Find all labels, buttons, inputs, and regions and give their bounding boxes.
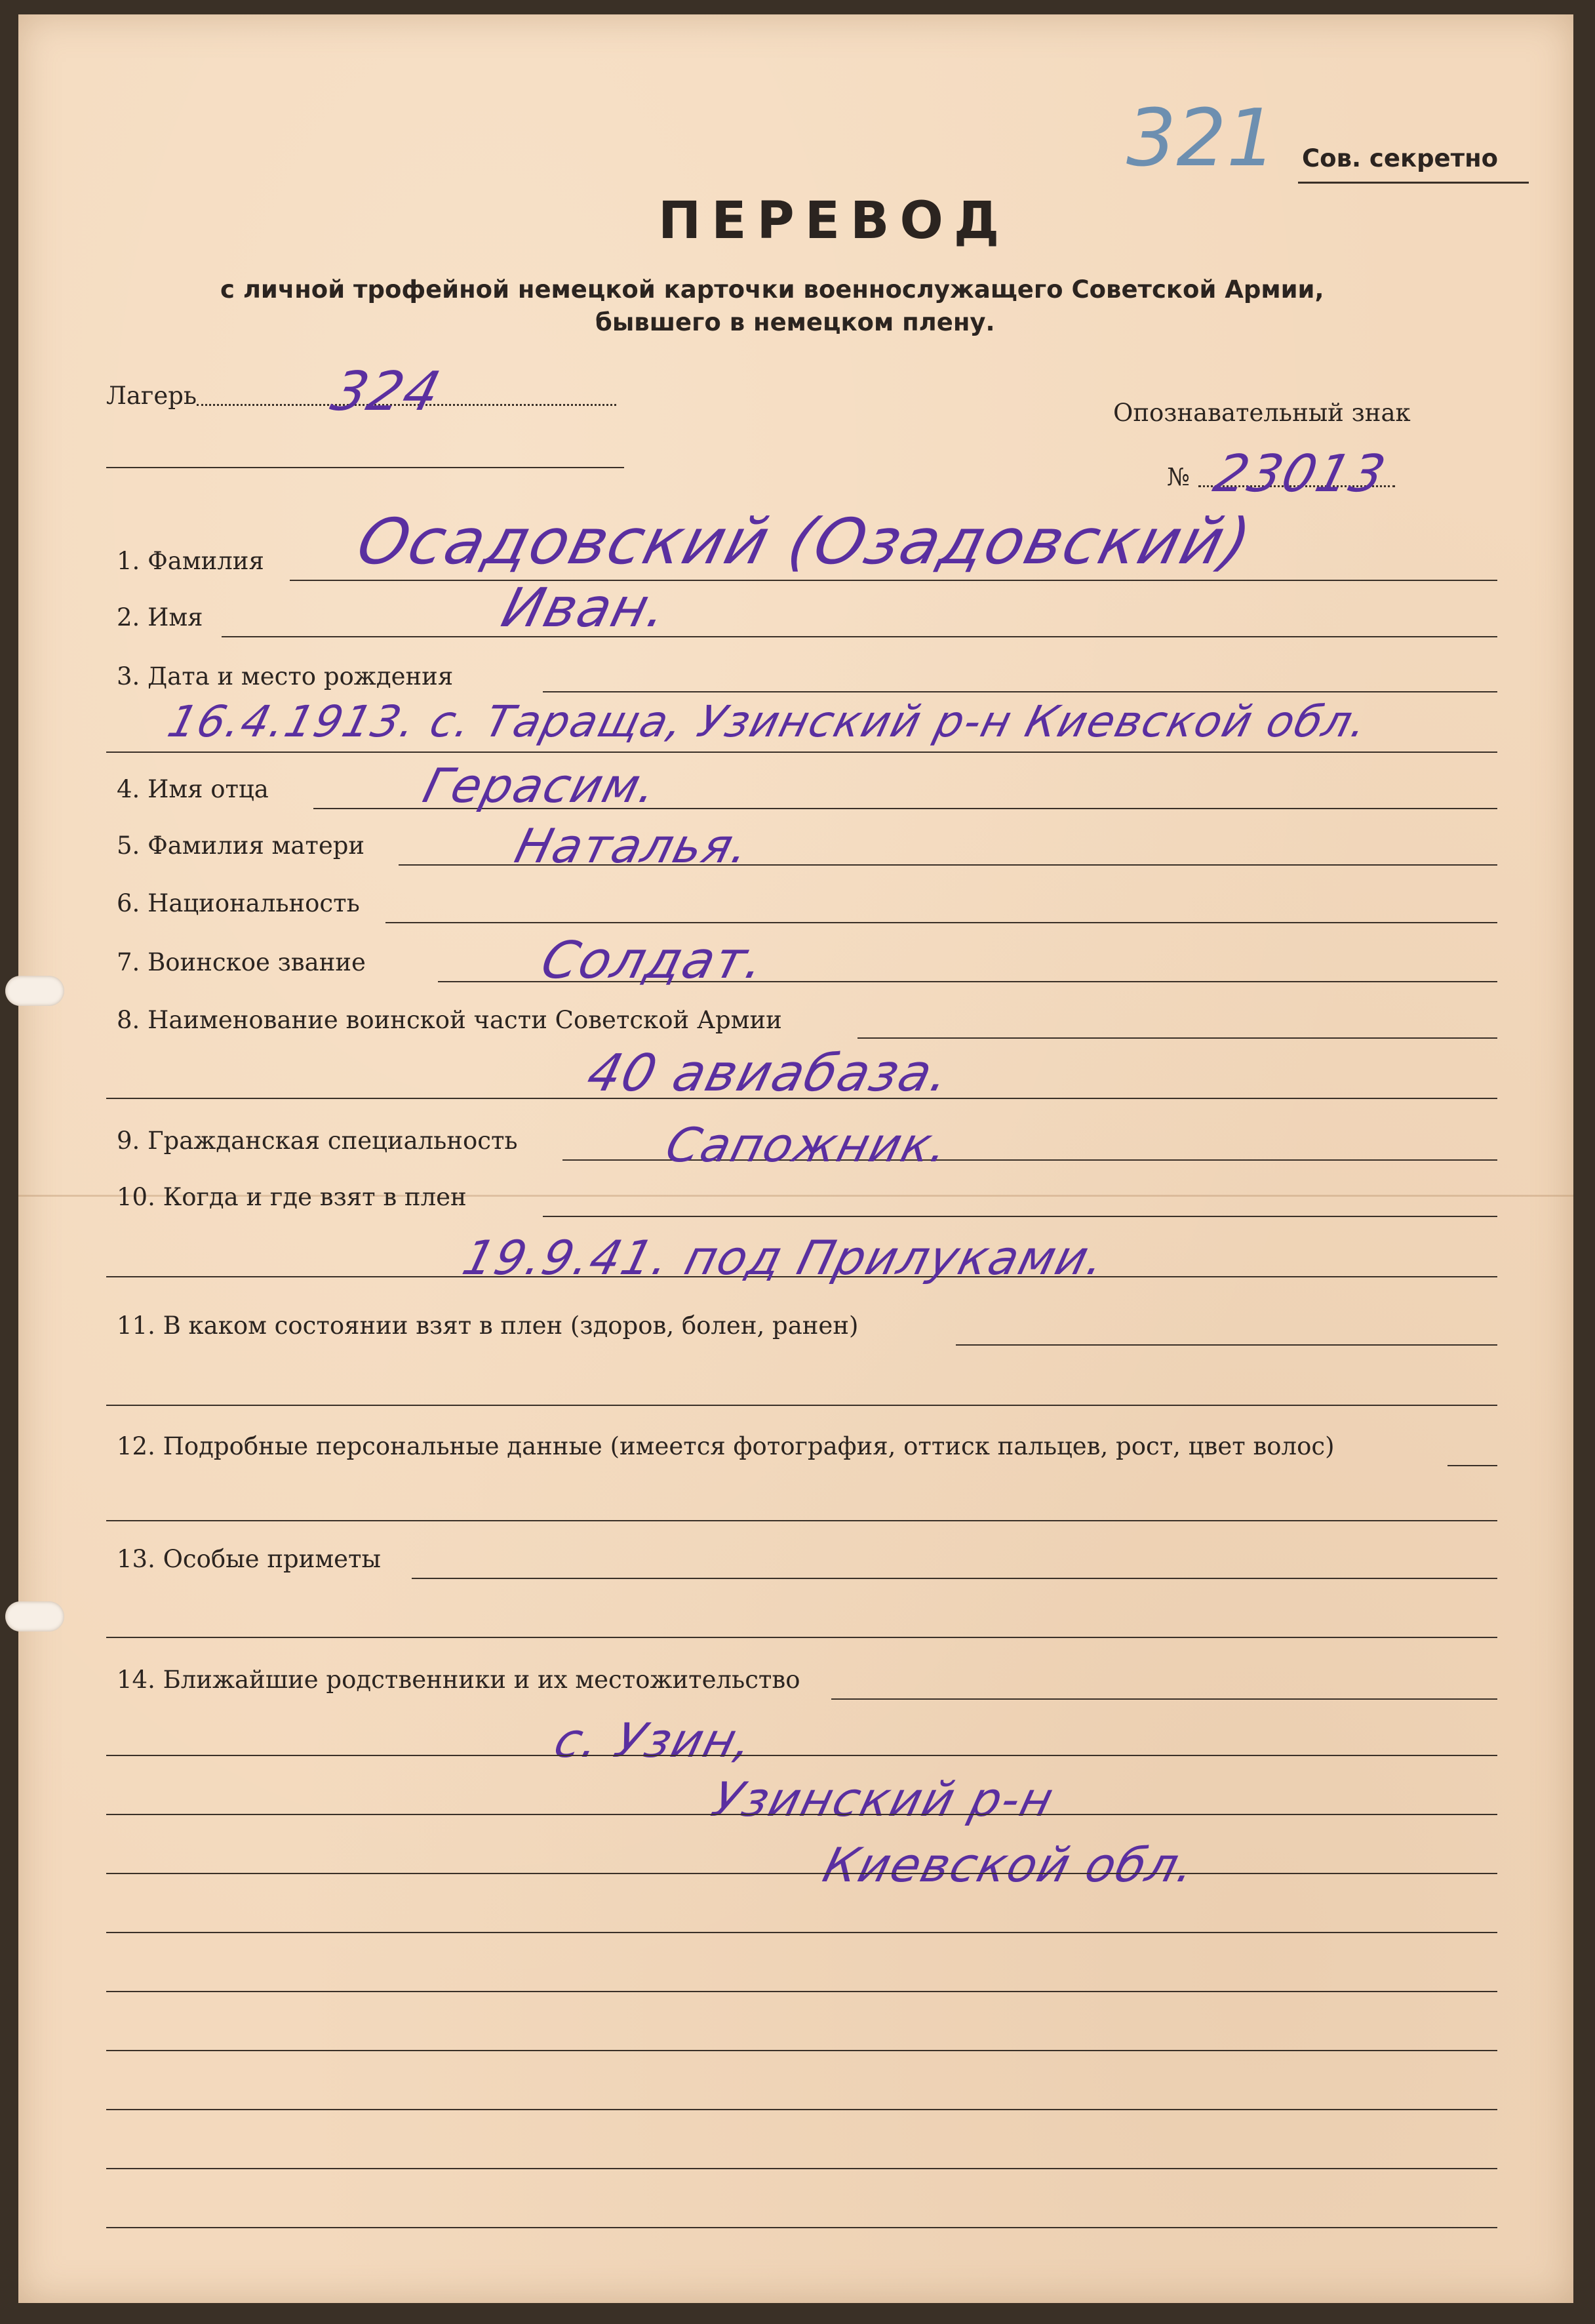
field-1-line <box>290 580 1497 581</box>
field-10-line-1 <box>543 1216 1497 1217</box>
document-subtitle-line-2: бывшего в немецком плену. <box>595 308 995 336</box>
blank-line <box>106 1991 1497 1992</box>
field-5-label: 5. Фамилия матери <box>117 831 365 860</box>
document-sheet <box>18 14 1573 2303</box>
blank-line <box>106 1932 1497 1933</box>
field-10-value: 19.9.41. под Прилуками. <box>457 1230 1112 1285</box>
blank-line <box>106 2109 1497 2110</box>
field-7-value: Солдат. <box>535 931 772 990</box>
field-12-line-1 <box>1447 1465 1497 1466</box>
secrecy-stamp: Сов. секретно <box>1302 144 1499 172</box>
field-14-label: 14. Ближайшие родственники и их местожительство <box>117 1666 800 1694</box>
field-6-label: 6. Национальность <box>117 889 360 917</box>
field-9-value: Сапожник. <box>660 1117 956 1172</box>
secrecy-underline <box>1298 182 1529 184</box>
field-14-value-3: Киевской обл. <box>817 1837 1202 1893</box>
field-14-value-2: Узинский р-н <box>706 1772 1060 1827</box>
field-12-label: 12. Подробные персональные данные (имеется фотография, оттиск пальцев, рост, цвет волос) <box>117 1432 1335 1460</box>
field-2-label: 2. Имя <box>117 603 203 631</box>
field-11-line-2 <box>106 1405 1497 1406</box>
id-tag-label: Опознавательный знак <box>1113 399 1411 427</box>
field-11-line-1 <box>956 1344 1497 1346</box>
field-1-label: 1. Фамилия <box>117 547 264 575</box>
blank-line <box>106 1873 1497 1874</box>
id-tag-number-sign: № <box>1167 463 1191 491</box>
field-3-label: 3. Дата и место рождения <box>117 662 454 691</box>
punch-hole-lower <box>5 1601 64 1632</box>
field-13-label: 13. Особые приметы <box>117 1545 381 1573</box>
field-9-label: 9. Гражданская специальность <box>117 1127 518 1155</box>
field-7-label: 7. Воинское звание <box>117 948 366 976</box>
field-10-label: 10. Когда и где взят в плен <box>117 1183 467 1211</box>
id-tag-value: 23013 <box>1208 445 1392 504</box>
camp-label: Лагерь <box>106 382 197 410</box>
field-14-value-1: с. Узин, <box>549 1713 760 1768</box>
field-1-value: Осадовский (Озадовский) <box>350 505 1259 578</box>
field-3-value: 16.4.1913. с. Тараща, Узинский р-н Киевской обл. <box>163 696 1374 747</box>
blank-line <box>106 1755 1497 1756</box>
blank-line <box>106 2050 1497 2051</box>
punch-hole-upper <box>5 976 64 1006</box>
field-4-value: Герасим. <box>418 758 664 813</box>
field-6-line <box>385 922 1497 923</box>
field-11-label: 11. В каком состоянии взят в плен (здоров, болен, ранен) <box>117 1312 859 1340</box>
field-2-value: Иван. <box>496 577 675 639</box>
blank-line <box>106 2227 1497 2228</box>
document-title: ПЕРЕВОД <box>658 191 1010 250</box>
field-3-line-2 <box>106 751 1497 753</box>
field-8-value: 40 авиабаза. <box>581 1044 957 1103</box>
field-2-line <box>222 636 1497 637</box>
field-3-line-1 <box>543 691 1497 692</box>
archive-number: 321 <box>1126 93 1277 184</box>
camp-value: 324 <box>325 361 448 423</box>
camp-second-line <box>106 467 624 468</box>
field-12-line-2 <box>106 1520 1497 1521</box>
field-13-line-2 <box>106 1637 1497 1638</box>
blank-line <box>106 2168 1497 2169</box>
document-subtitle-line-1: с личной трофейной немецкой карточки военнослужащего Советской Армии, <box>220 275 1324 304</box>
blank-line <box>106 1814 1497 1815</box>
field-5-value: Наталья. <box>509 818 757 873</box>
field-8-line-1 <box>857 1037 1497 1039</box>
field-13-line-1 <box>412 1578 1497 1579</box>
field-4-label: 4. Имя отца <box>117 775 269 803</box>
field-8-label: 8. Наименование воинской части Советской Армии <box>117 1006 782 1034</box>
field-14-line-1 <box>831 1698 1497 1700</box>
